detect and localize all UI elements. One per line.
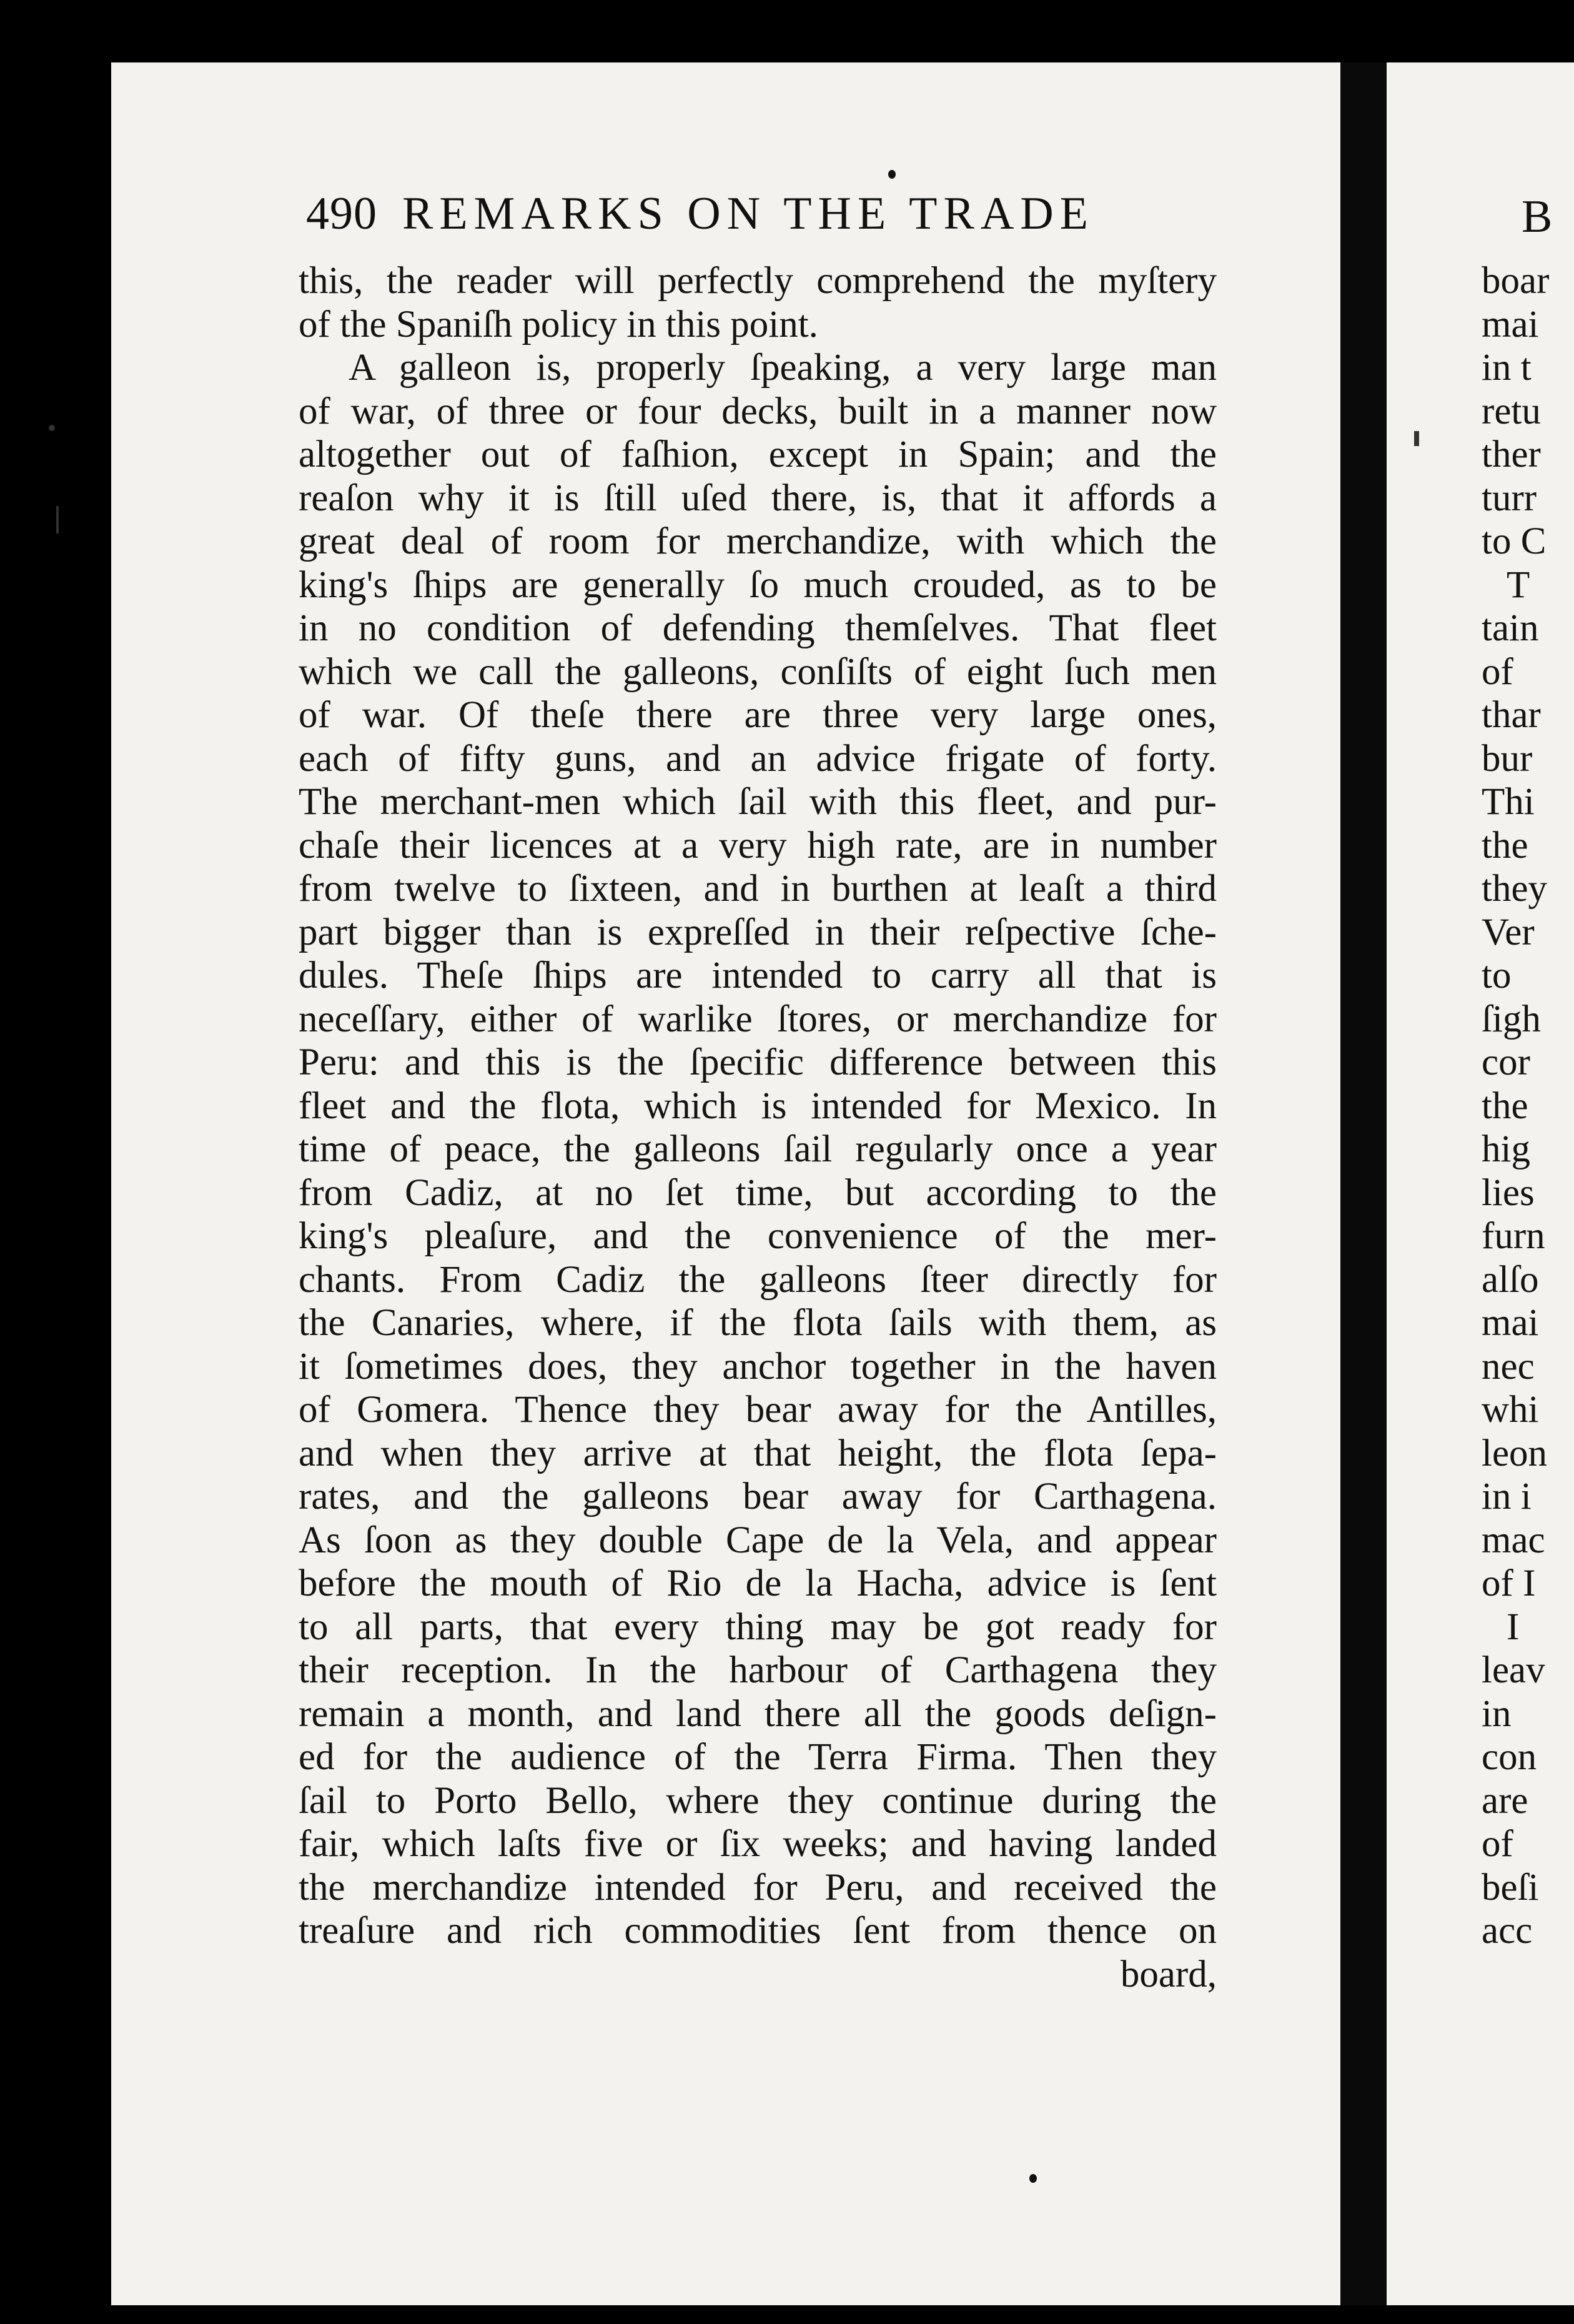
right-text-line: they <box>1482 868 1548 910</box>
right-text-line: acc <box>1482 1910 1533 1952</box>
text-line: the Canaries, where, if the flota ſails with them, as <box>299 1302 1217 1344</box>
text-line: of the Spaniſh policy in this point. <box>299 303 818 345</box>
right-text-line: leon <box>1482 1432 1548 1474</box>
right-text-line: mai <box>1482 303 1539 345</box>
right-text-line: whi <box>1482 1389 1539 1431</box>
text-line: A galleon is, properly ſpeaking, a very large man <box>349 347 1217 389</box>
catchword: board, <box>1120 1953 1217 1995</box>
right-text-line: to <box>1482 955 1512 996</box>
text-line: fair, which laſts five or ſix weeks; and having landed <box>299 1823 1217 1865</box>
right-text-line: in i <box>1482 1476 1532 1517</box>
text-line: this, the reader will perfectly comprehend the myſtery <box>299 260 1217 302</box>
text-line: ſail to Porto Bello, where they continue during the <box>299 1779 1217 1822</box>
right-text-line: Thi <box>1482 781 1535 823</box>
text-line: of Gomera. Thence they bear away for the Antilles, <box>299 1389 1217 1431</box>
text-line: in no condition of defending themſelves. That fleet <box>299 607 1217 649</box>
ink-speck <box>888 170 896 179</box>
right-text-line: thar <box>1482 694 1541 736</box>
text-line: the merchandize intended for Peru, and received the <box>299 1866 1217 1909</box>
right-text-line: Ver <box>1482 911 1535 953</box>
right-text-line: the <box>1482 1085 1528 1127</box>
right-text-line: tain <box>1482 607 1539 649</box>
margin-mark <box>49 425 55 431</box>
text-line: neceſſary, either of warlike ſtores, or merchandize for <box>299 998 1217 1040</box>
text-line: their reception. In the harbour of Carthagena they <box>299 1649 1217 1691</box>
text-line: rates, and the galleons bear away for Carthagena. <box>299 1476 1217 1517</box>
text-line: part bigger than is expreſſed in their reſpective ſche- <box>299 911 1217 953</box>
right-text-line: cor <box>1482 1041 1530 1083</box>
text-line: of war, of three or four decks, built in a manner now <box>299 390 1217 432</box>
right-text-line: alſo <box>1482 1258 1539 1301</box>
text-line: fleet and the flota, which is intended for Mexico. In <box>299 1085 1217 1127</box>
right-text-line: nec <box>1482 1345 1535 1388</box>
right-page-text <box>1482 259 1550 1953</box>
right-text-line: boar <box>1482 260 1550 302</box>
text-line: dules. Theſe ſhips are intended to carry all that is <box>299 955 1217 996</box>
gutter-shadow <box>1340 62 1387 2305</box>
right-text-line: are <box>1482 1779 1528 1822</box>
right-text-line: retu <box>1482 390 1541 432</box>
text-line: king's pleaſure, and the convenience of the mer- <box>299 1215 1217 1257</box>
page-number: 490 <box>306 188 377 239</box>
right-text-line: the <box>1482 824 1528 867</box>
text-line: from twelve to ſixteen, and in burthen at leaſt a third <box>299 868 1217 910</box>
text-line: each of fifty guns, and an advice frigate of forty. <box>299 737 1217 780</box>
right-text-line: beſi <box>1482 1866 1539 1909</box>
text-line: As ſoon as they double Cape de la Vela, and appear <box>299 1519 1217 1561</box>
text-line: which we call the galleons, conſiſts of eight ſuch men <box>299 650 1217 693</box>
right-text-line: leav <box>1482 1649 1545 1691</box>
right-page-header-fragment: B <box>1522 191 1553 242</box>
text-line: from Cadiz, at no ſet time, but according to the <box>299 1171 1217 1214</box>
text-line: reaſon why it is ſtill uſed there, is, that it affords a <box>299 477 1217 519</box>
right-text-line: of I <box>1482 1562 1536 1604</box>
right-text-line: mac <box>1482 1519 1545 1561</box>
right-text-line: bur <box>1482 737 1533 780</box>
text-line: Peru: and this is the ſpecific difference between this <box>299 1041 1217 1083</box>
text-line: remain a month, and land there all the goods deſign- <box>299 1692 1217 1735</box>
text-line: and when they arrive at that height, the flota ſepa- <box>299 1432 1217 1474</box>
text-line: time of peace, the galleons ſail regularly once a year <box>299 1128 1217 1170</box>
right-text-line: of <box>1482 1823 1513 1865</box>
body-text <box>299 259 1217 1996</box>
right-text-line: T <box>1507 564 1530 606</box>
running-title: REMARKS ON THE TRADE <box>402 188 1094 239</box>
text-line: chaſe their licences at a very high rate, are in number <box>299 824 1217 867</box>
right-text-line: in <box>1482 1692 1512 1735</box>
ink-speck <box>1029 2174 1037 2183</box>
text-line: The merchant-men which ſail with this fleet, and pur- <box>299 781 1217 823</box>
right-text-line: hig <box>1482 1128 1530 1170</box>
right-text-line: turr <box>1482 477 1537 519</box>
right-text-line: ther <box>1482 434 1541 475</box>
right-text-line: in t <box>1482 347 1532 389</box>
page-header <box>306 187 1118 256</box>
right-text-line: of <box>1482 650 1513 693</box>
right-text-line: furn <box>1482 1215 1545 1257</box>
text-line: ed for the audience of the Terra Firma. Then they <box>299 1736 1217 1778</box>
text-line: before the mouth of Rio de la Hacha, advice is ſent <box>299 1562 1217 1604</box>
text-line: treaſure and rich commodities ſent from thence on <box>299 1910 1217 1952</box>
right-text-line: lies <box>1482 1171 1535 1214</box>
right-text-line: ſigh <box>1482 998 1541 1040</box>
text-line: of war. Of theſe there are three very large ones, <box>299 694 1217 736</box>
margin-mark <box>56 506 59 534</box>
text-line: chants. From Cadiz the galleons ſteer directly for <box>299 1258 1217 1301</box>
right-text-line: con <box>1482 1736 1537 1778</box>
text-line: king's ſhips are generally ſo much crouded, as to be <box>299 564 1217 606</box>
right-text-line: mai <box>1482 1302 1539 1344</box>
text-line: it ſometimes does, they anchor together in the haven <box>299 1345 1217 1388</box>
text-line: altogether out of faſhion, except in Spain; and the <box>299 434 1217 475</box>
right-text-line: I <box>1507 1606 1520 1648</box>
text-line: great deal of room for merchandize, with which the <box>299 520 1217 562</box>
margin-mark <box>1414 431 1419 446</box>
right-text-line: to C <box>1482 520 1547 562</box>
text-line: to all parts, that every thing may be got ready for <box>299 1606 1217 1648</box>
